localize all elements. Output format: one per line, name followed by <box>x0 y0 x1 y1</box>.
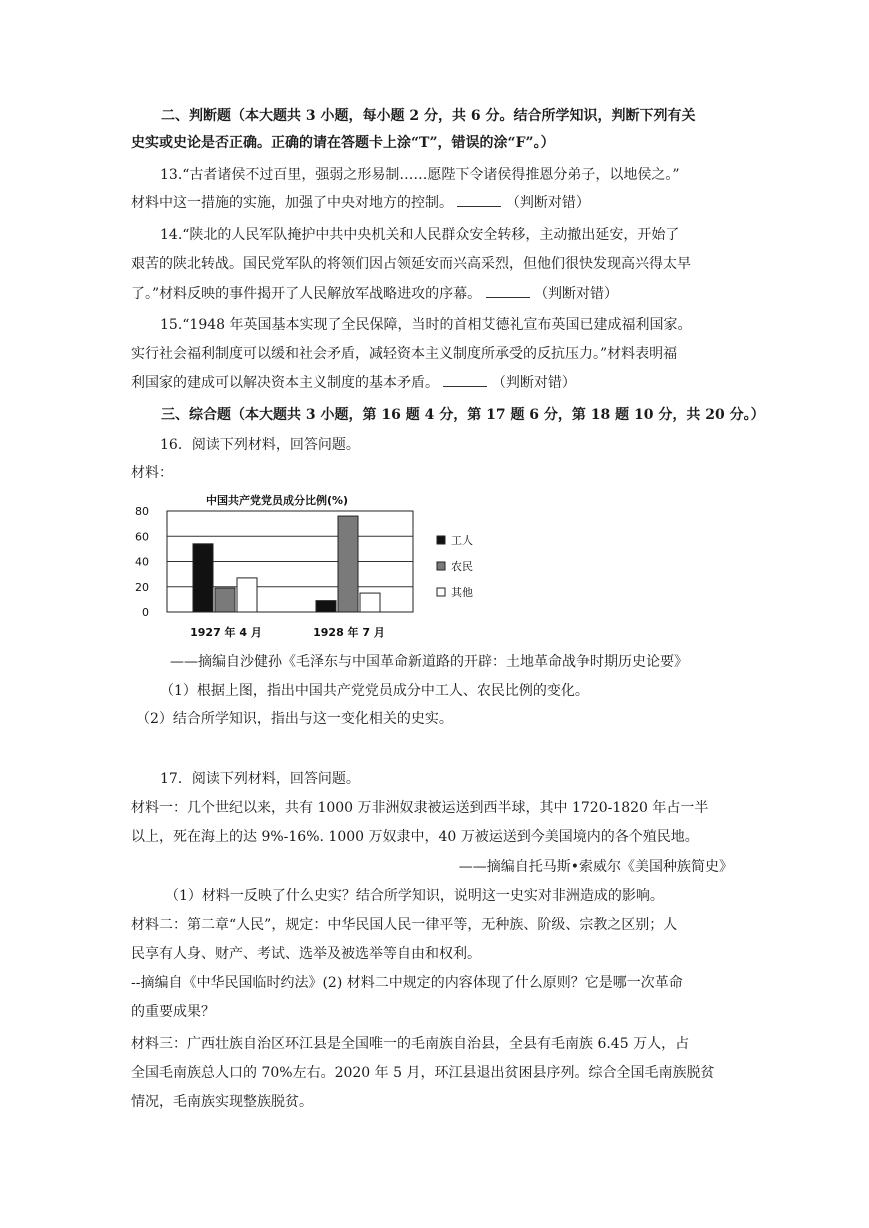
q17-material2-line1: 材料二：第二章“人民”，规定：中华民国人民一律平等，无种族、阶级、宗教之区别；人 <box>131 917 678 933</box>
q14-line2: 艰苦的陕北转战。国民党军队的将领们因占领延安而兴高采烈，但他们很快发现高兴得太早 <box>131 256 691 272</box>
chart-legend-swatch <box>437 588 445 596</box>
chart-x-tick-label: 1928 年 7 月 <box>313 626 385 639</box>
q13-judge-label: （判断对错） <box>505 195 590 211</box>
q15-judge-label: （判断对错） <box>491 375 576 391</box>
q17-material3-line1: 材料三：广西壮族自治区环江县是全国唯一的毛南族自治县，全县有毛南族 6.45 万人，占 <box>131 1036 690 1052</box>
section3-heading: 三、综合题（本大题共 3 小题，第 16 题 4 分，第 17 题 6 分，第 18 题 10 分，共 20 分。） <box>161 407 765 423</box>
chart-legend-label: 农民 <box>451 560 473 573</box>
q14-line3 <box>131 284 618 304</box>
q15-answer-blank[interactable] <box>443 374 487 387</box>
q14-judge-label: （判断对错） <box>534 286 619 302</box>
q17-title: 17．阅读下列材料，回答问题。 <box>160 771 360 787</box>
q13-line1: 13.“古者诸侯不过百里，强弱之形易制……愿陛下令诸侯得推恩分弟子，以地侯之。” <box>160 167 680 183</box>
chart-bar <box>193 544 213 612</box>
q14-text: 了。”材料反映的事件揭开了人民解放军战略进攻的序幕。 <box>131 286 482 302</box>
q16-sub2: （2）结合所学知识，指出与这一变化相关的史实。 <box>136 711 453 727</box>
q17-material1-source: ——摘编自托马斯•索威尔《美国种族简史》 <box>458 859 733 875</box>
chart-legend-swatch <box>437 536 445 544</box>
chart-y-tick-label: 80 <box>135 505 149 518</box>
chart-legend-swatch <box>437 562 445 570</box>
q13-answer-blank[interactable] <box>457 194 501 207</box>
chart-bars <box>193 516 380 612</box>
party-composition-bar-chart <box>131 487 491 647</box>
chart-y-ticks <box>135 505 149 619</box>
q17-material3-line3: 情况，毛南族实现整族脱贫。 <box>131 1094 313 1110</box>
q15-line1: 15.“1948 年英国基本实现了全民保障，当时的首相艾德礼宣布英国已建成福利国家。 <box>160 317 692 333</box>
section2-heading-line2: 史实或史论是否正确。正确的请在答题卡上涂“T”，错误的涂“F”。） <box>131 135 555 151</box>
chart-legend-label: 工人 <box>451 534 473 547</box>
q17-material1-line1: 材料一：几个世纪以来，共有 1000 万非洲奴隶被运送到西半球，其中 1720-1820 年占一半 <box>131 800 709 816</box>
q16-sub1: （1）根据上图，指出中国共产党党员成分中工人、农民比例的变化。 <box>160 683 589 699</box>
q16-title: 16．阅读下列材料，回答问题。 <box>160 437 360 453</box>
chart-bar <box>360 593 380 612</box>
chart-bar <box>237 578 257 612</box>
q17-material1-line2: 以上，死在海上的达 9%-16%. 1000 万奴隶中，40 万被运送到今美国境内的各个殖民地。 <box>131 829 699 845</box>
chart-legend-label: 其他 <box>451 586 473 599</box>
q16-material-label: 材料： <box>131 465 173 481</box>
q15-line3 <box>131 373 576 393</box>
chart-y-tick-label: 0 <box>142 606 149 619</box>
section2-heading-line1: 二、判断题（本大题共 3 小题，每小题 2 分，共 6 分。结合所学知识，判断下列有关 <box>161 108 696 124</box>
q13-line2 <box>131 193 590 213</box>
q15-line2: 实行社会福利制度可以缓和社会矛盾，减轻资本主义制度所承受的反抗压力。”材料表明福 <box>131 346 678 362</box>
q14-answer-blank[interactable] <box>486 285 530 298</box>
q17-material2-line2: 民享有人身、财产、考试、选举及被选举等自由和权利。 <box>131 946 481 962</box>
chart-bar <box>338 516 358 612</box>
chart-bar <box>215 588 235 612</box>
chart-bar <box>316 601 336 612</box>
q16-source: ——摘编自沙健孙《毛泽东与中国革命新道路的开辟：土地革命战争时期历史论要》 <box>170 654 688 670</box>
chart-y-tick-label: 40 <box>135 555 149 569</box>
chart-y-tick-label: 60 <box>135 530 149 544</box>
q17-material3-line2: 全国毛南族总人口的 70%左右。2020 年 5 月，环江县退出贫困县序列。综合全国毛南族脱贫 <box>131 1065 715 1081</box>
q14-line1: 14.“陕北的人民军队掩护中共中央机关和人民群众安全转移，主动撤出延安，开始了 <box>160 227 680 243</box>
q17-sub1: （1）材料一反映了什么史实？结合所学知识，说明这一史实对非洲造成的影响。 <box>165 888 664 904</box>
chart-y-tick-label: 20 <box>135 580 149 594</box>
chart-x-labels <box>190 625 385 639</box>
q13-text: 材料中这一措施的实施，加强了中央对地方的控制。 <box>131 195 453 211</box>
chart-x-tick-label: 1927 年 4 月 <box>190 626 262 639</box>
q15-text: 利国家的建成可以解决资本主义制度的基本矛盾。 <box>131 375 439 391</box>
chart-legend <box>437 534 473 599</box>
q17-material2-line3: --摘编自《中华民国临时约法》(2) 材料二中规定的内容体现了什么原则？它是哪一次革命 <box>131 975 683 991</box>
q17-material2-line4: 的重要成果？ <box>131 1004 215 1020</box>
chart-title: 中国共产党党员成分比例(%) <box>205 494 349 507</box>
